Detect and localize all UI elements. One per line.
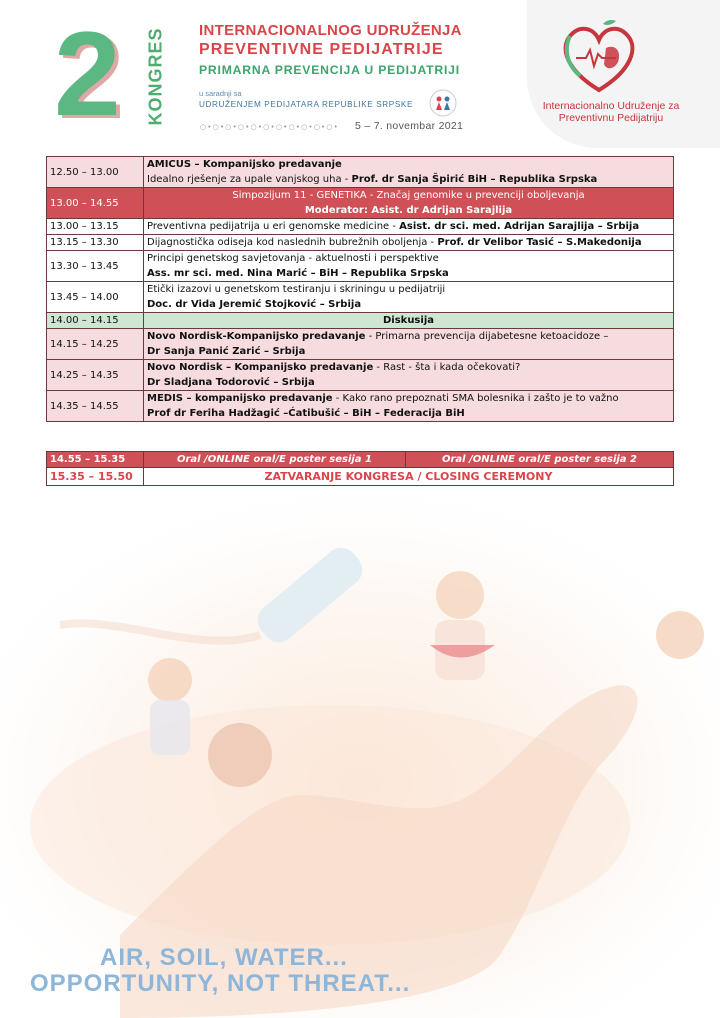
program-row — [47, 219, 674, 235]
program-time: 13.30 – 13.45 — [47, 251, 144, 282]
congress-dates: 5 – 7. novembar 2021 — [355, 120, 464, 132]
speaker-text: Dr Sladjana Todorović – Srbija — [147, 377, 315, 388]
program-line — [147, 235, 670, 250]
program-line — [147, 406, 670, 421]
heart-apple-logo-icon — [556, 18, 642, 98]
program-table — [46, 156, 674, 422]
program-content — [144, 360, 674, 391]
speaker-text: Doc. dr Vida Jeremić Stojković – Srbija — [147, 299, 362, 310]
program-line — [147, 266, 670, 281]
program-row — [47, 188, 674, 219]
program-line — [147, 344, 670, 359]
program-row — [47, 157, 674, 188]
program-line — [147, 157, 670, 172]
closing-ceremony: ZATVARANJE KONGRESA / CLOSING CEREMONY — [144, 468, 674, 486]
program-content — [144, 157, 674, 188]
child-left-icon — [148, 658, 192, 702]
program-row — [47, 360, 674, 391]
program-content — [144, 219, 674, 235]
speaker-text: Diskusija — [382, 315, 434, 326]
background-illustration — [0, 495, 720, 1018]
program-time: 14.00 – 14.15 — [47, 313, 144, 329]
program-line — [147, 251, 670, 266]
speaker-text: MEDIS – kompanijsko predavanje — [147, 393, 333, 404]
program-line — [147, 219, 670, 234]
child-right-icon — [656, 611, 704, 659]
apple-icon — [208, 723, 272, 787]
header-title-line2: PREVENTIVNE PEDIJATRIJE — [199, 41, 444, 58]
program-time: 14.25 – 14.35 — [47, 360, 144, 391]
child-middle-icon — [436, 571, 484, 619]
program-line — [147, 329, 670, 344]
slogan-line1: AIR, SOIL, WATER... — [100, 944, 348, 971]
program-line — [147, 203, 670, 218]
program-time: 14.35 – 14.55 — [47, 391, 144, 422]
speaker-text: Prof. dr Velibor Tasić – S.Makedonija — [437, 237, 642, 248]
poster-time: 14.55 – 15.35 — [47, 452, 144, 468]
header-subtitle: PRIMARNA PREVENCIJA U PEDIJATRIJI — [199, 63, 460, 77]
speaker-text: Novo Nordisk-Kompanijsko predavanje — [147, 331, 366, 342]
topic-text: Dijagnostička odiseja kod naslednih bubrežnih oboljenja - — [147, 237, 438, 248]
closing-time: 15.35 – 15.50 — [47, 468, 144, 486]
program-content — [144, 391, 674, 422]
poster-session-2: Oral /ONLINE oral/E poster sesija 2 — [406, 452, 674, 468]
speaker-text: Moderator: Asist. dr Adrijan Sarajlija — [304, 205, 513, 216]
program-content — [144, 282, 674, 313]
speaker-text: Dr Sanja Panić Zarić – Srbija — [147, 346, 306, 357]
collab-name: UDRUŽENJEM PEDIJATARA REPUBLIKE SRPSKE — [199, 100, 414, 109]
closing-row — [47, 468, 674, 486]
decorative-dots: ○•○•○•○•○•○•○•○•○•○•○• — [200, 123, 340, 131]
program-content — [144, 329, 674, 360]
pediatric-association-seal-icon — [428, 88, 458, 118]
program-line — [147, 282, 670, 297]
program-line — [147, 391, 670, 406]
program-time: 14.15 – 14.25 — [47, 329, 144, 360]
program-line — [147, 375, 670, 390]
program-time: 13.15 – 13.30 — [47, 235, 144, 251]
topic-text: Etički izazovi u genetskom testiranju i skriningu u pedijatriji — [147, 284, 446, 295]
topic-text: - Primarna prevencija dijabetesne ketoacidoze – — [365, 331, 609, 342]
speaker-text: Ass. mr sci. med. Nina Marić – BiH – Republika Srpska — [147, 268, 449, 279]
page-header — [0, 0, 720, 150]
program-line — [147, 172, 670, 187]
header-title-line1: INTERNACIONALNOG UDRUŽENJA — [199, 22, 462, 39]
program-line — [147, 360, 670, 375]
program-row — [47, 391, 674, 422]
program-row — [47, 282, 674, 313]
program-line — [147, 313, 670, 328]
topic-text: Idealno rješenje za upale vanjskog uha - — [147, 174, 352, 185]
poster-session-1: Oral /ONLINE oral/E poster sesija 1 — [144, 452, 406, 468]
program-line — [147, 297, 670, 312]
org-logo-text: Internacionalno Udruženje za Preventivnu Pedijatriju — [542, 100, 680, 124]
program-time: 13.00 – 14.55 — [47, 188, 144, 219]
program-time: 12.50 – 13.00 — [47, 157, 144, 188]
topic-text: Preventivna pedijatrija u eri genomske medicine - — [147, 221, 400, 232]
program-row — [47, 329, 674, 360]
topic-text: - Kako rano prepoznati SMA bolesnika i zašto je to važno — [332, 393, 619, 404]
topic-text: Principi genetskog savjetovanja - aktuelnosti i perspektive — [147, 253, 439, 264]
program-row — [47, 235, 674, 251]
program-time: 13.45 – 14.00 — [47, 282, 144, 313]
collab-small: u saradnji sa — [199, 89, 242, 98]
program-content — [144, 235, 674, 251]
program-content — [144, 188, 674, 219]
kongres-vertical-label: KONGRES — [145, 27, 166, 126]
speaker-text: Novo Nordisk – Kompanijsko predavanje — [147, 362, 374, 373]
program-row — [47, 251, 674, 282]
speaker-text: Prof. dr Sanja Špirić BiH – Republika Srpska — [351, 174, 598, 185]
program-content — [144, 251, 674, 282]
program-row — [47, 313, 674, 329]
poster-session-row — [47, 452, 674, 468]
topic-text: - Rast - šta i kada očekovati? — [373, 362, 521, 373]
speaker-text: Prof dr Feriha Hadžagić –Ćatibušić – BiH – Federacija BiH — [147, 408, 465, 419]
congress-number: 2 — [54, 7, 119, 141]
topic-text: Simpozijum 11 - GENETIKA - Značaj genomike u prevenciji oboljevanja — [232, 190, 585, 201]
program-line — [147, 188, 670, 203]
program-content — [144, 313, 674, 329]
speaker-text: Asist. dr sci. med. Adrijan Sarajlija – Srbija — [399, 221, 640, 232]
slogan-line2: OPPORTUNITY, NOT THREAT... — [30, 970, 411, 997]
closing-table — [46, 451, 674, 486]
program-time: 13.00 – 13.15 — [47, 219, 144, 235]
speaker-text: AMICUS – Kompanijsko predavanje — [147, 159, 342, 170]
